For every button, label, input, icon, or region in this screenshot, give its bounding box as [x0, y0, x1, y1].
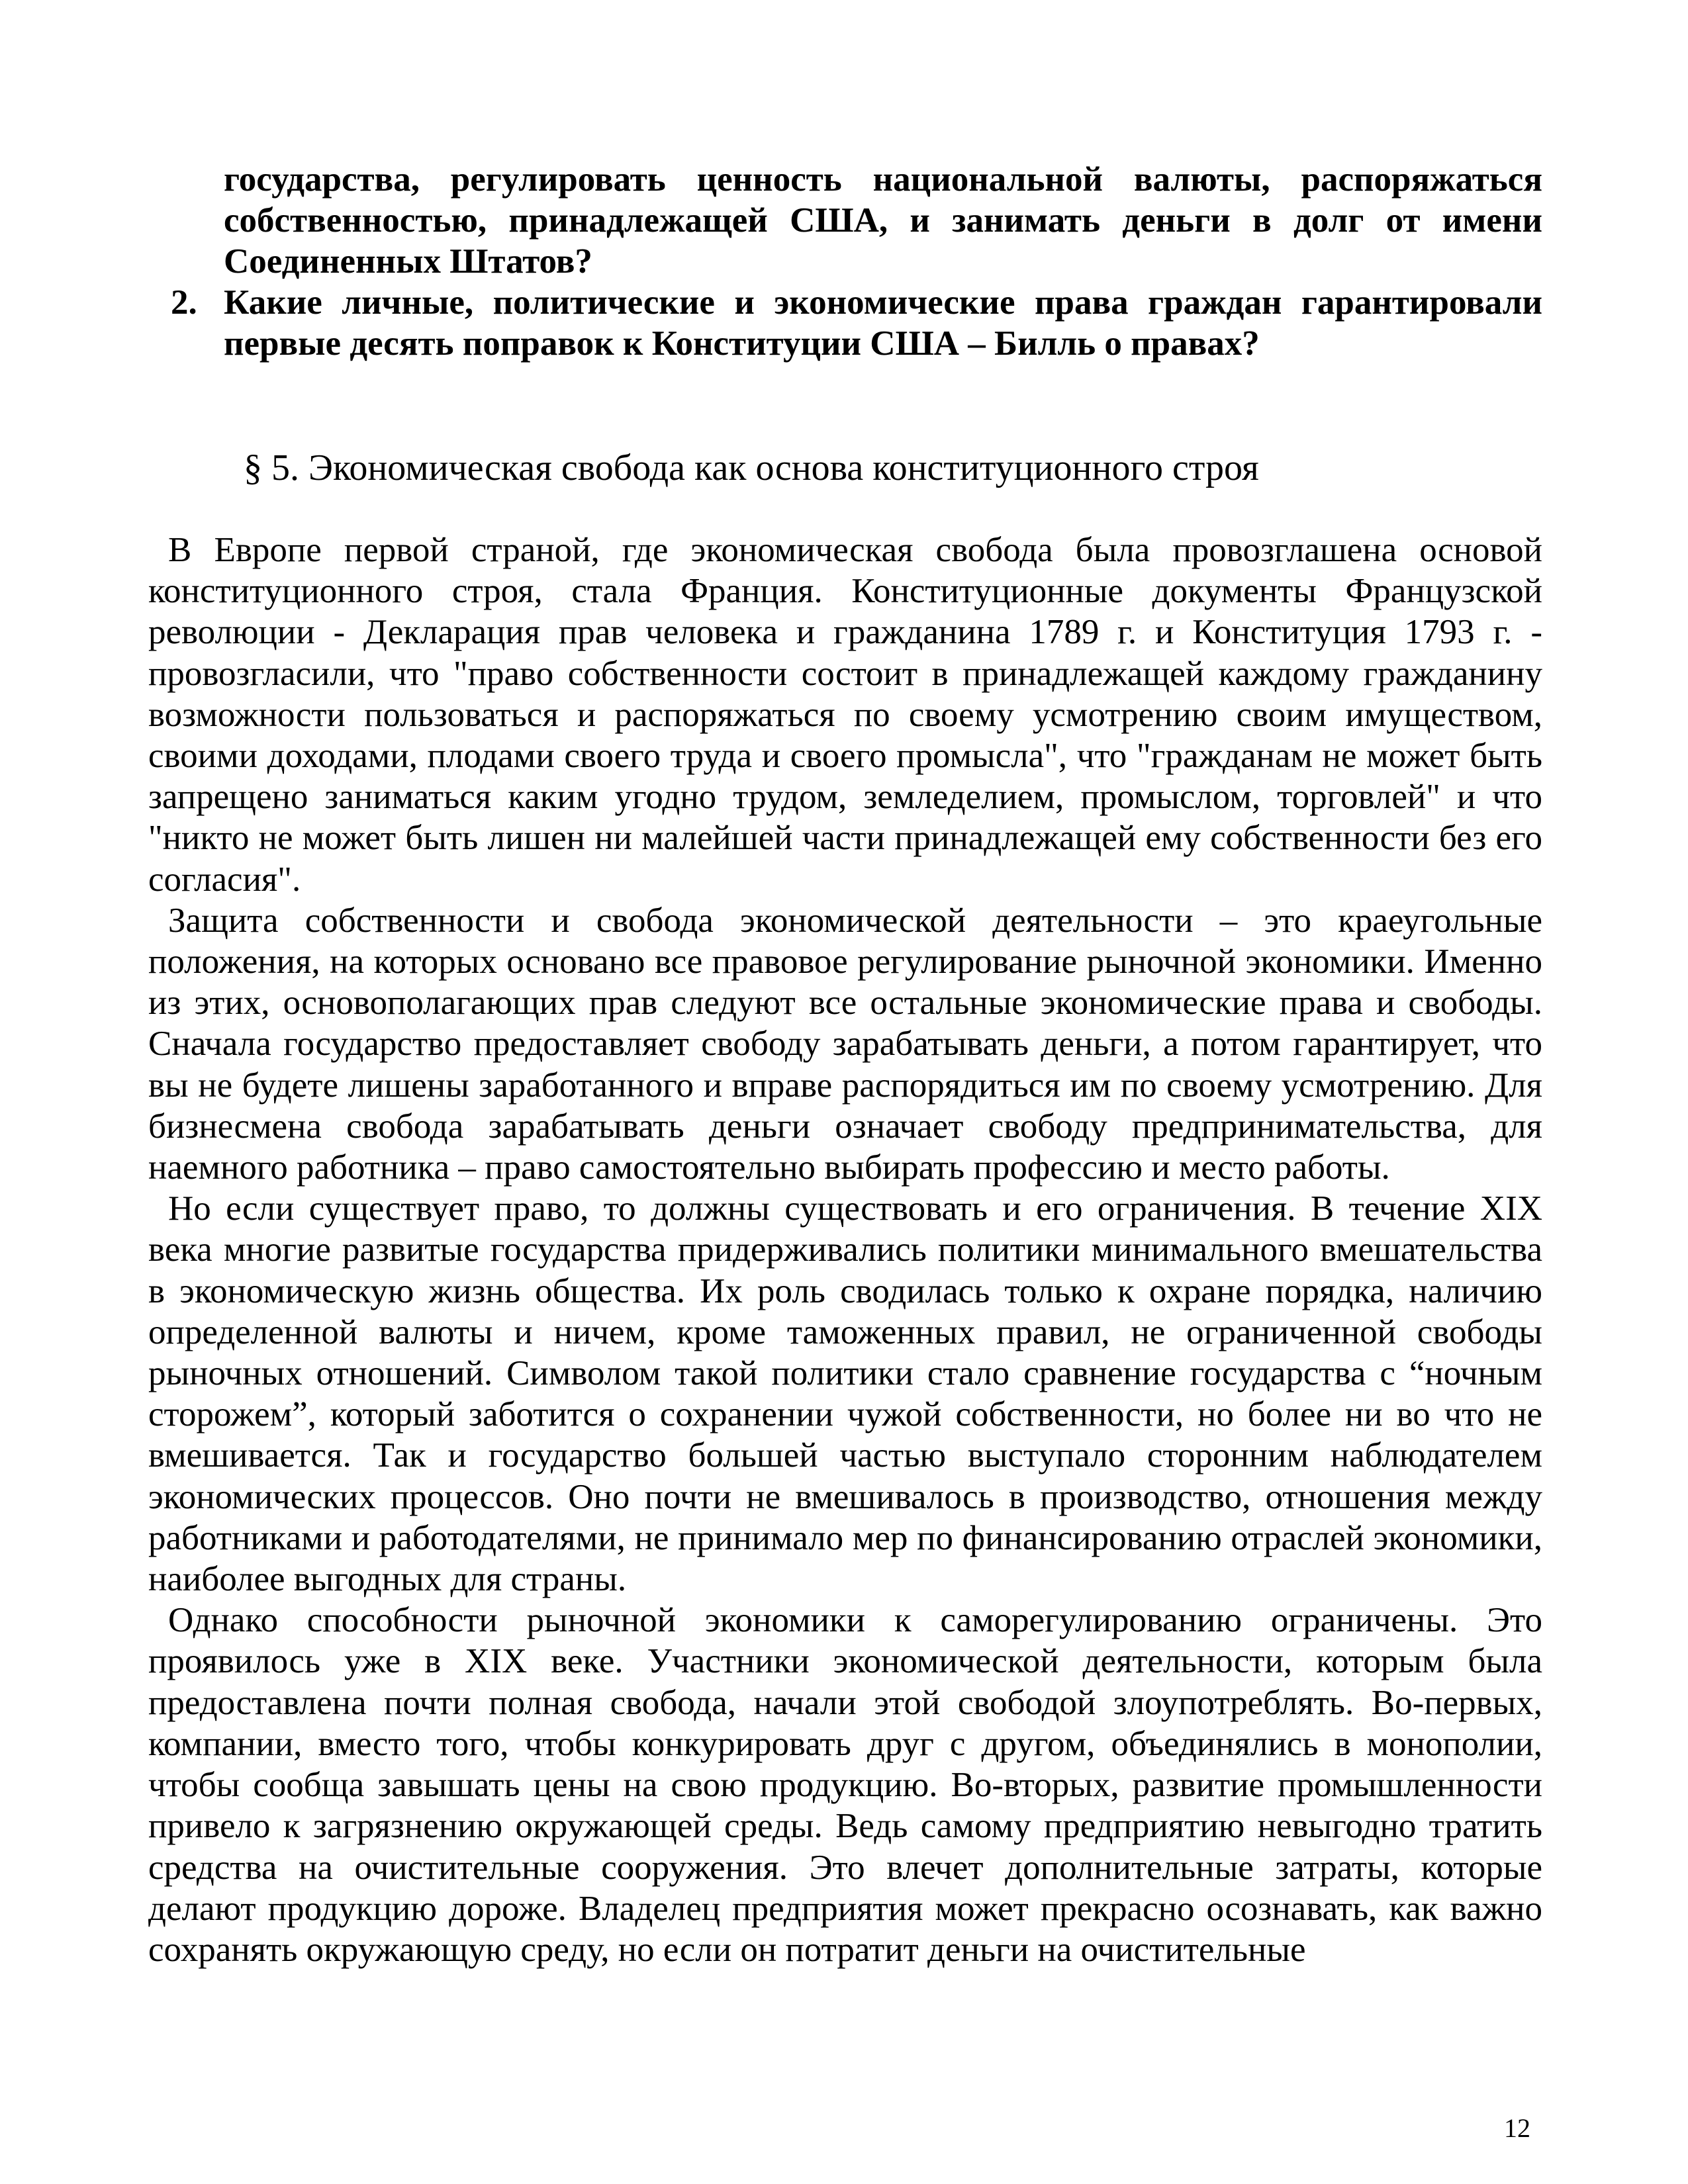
paragraph: Однако способности рыночной экономики к саморегулированию ограничены. Это проявилось уже в XIX веке. Участники экономической деятельности, которым была предоставлена почти полная свобода, начали этой свободой злоупотреблять. Во-первых, компании, вместо того, чтобы конкурировать друг с другом, объединялись в монополии, чтобы сообща завышать цены на свою продукцию. Во-вторых, развитие промышленности привело к загрязнению окружающей среды. Ведь самому предприятию невыгодно тратить средства на очистительные сооружения. Это влечет дополнительные затраты, которые делают продукцию дороже. Владелец предприятия может прекрасно осознавать, как важно сохранять окружающую среду, но если он потратит деньги на очистительные — [148, 1601, 1542, 1969]
question-number: 2. — [171, 283, 197, 322]
paragraph: Защита собственности и свобода экономической деятельности – это краеугольные положения, на которых основано все правовое регулирование рыночной экономики. Именно из этих, основополагающих прав следуют все остальные экономические права и свободы. Сначала государство предоставляет свободу зарабатывать деньги, а потом гарантирует, что вы не будете лишены заработанного и вправе распорядиться им по своему усмотрению. Для бизнесмена свобода зарабатывать деньги означает свободу предпринимательства, для наемного работника – право самостоятельно выбирать профессию и место работы. — [148, 901, 1542, 1187]
question-text: Какие личные, политические и экономические права граждан гарантировали первые десять поправок к Конституции США – Билль о правах? — [224, 283, 1542, 363]
page-number: 12 — [1504, 2113, 1530, 2143]
paragraph: В Европе первой страной, где экономическая свобода была провозглашена основой конституционного строя, стала Франция. Конституционные документы Французской революции - Декларация прав человека и гражданина 1789 г. и Конституция 1793 г. - провозгласили, что "право собственности состоит в принадлежащей каждому гражданину возможности пользоваться и распоряжаться по своему усмотрению своим имуществом, своими доходами, плодами своего труда и своего промысла", что "гражданам не может быть запрещено заниматься каким угодно трудом, земледелием, промыслом, торговлей" и что "никто не может быть лишен ни малейшей части принадлежащей ему собственности без его согласия". — [148, 531, 1542, 899]
question-item — [224, 159, 1542, 282]
question-item — [171, 282, 1542, 364]
paragraph: Но если существует право, то должны существовать и его ограничения. В течение XIX века многие развитые государства придерживались политики минимального вмешательства в экономическую жизнь общества. Их роль сводилась только к охране порядка, наличию определенной валюты и ничем, кроме таможенных правил, не ограниченной свободы рыночных отношений. Символом такой политики стало сравнение государства с “ночным сторожем”, который заботится о сохранении чужой собственности, но более ни во что не вмешивается. Так и государство большей частью выступало сторонним наблюдателем экономических процессов. Оно почти не вмешивалось в производство, отношения между работниками и работодателями, не принимало мер по финансированию отраслей экономики, наиболее выгодных для страны. — [148, 1189, 1542, 1599]
review-questions — [171, 159, 1542, 364]
question-text: государства, регулировать ценность национальной валюты, распоряжаться собственностью, принадлежащей США, и занимать деньги в долг от имени Соединенных Штатов? — [224, 160, 1542, 281]
section-title: § 5. Экономическая свобода как основа конституционного строя — [244, 447, 1259, 488]
body-text — [148, 529, 1542, 1970]
